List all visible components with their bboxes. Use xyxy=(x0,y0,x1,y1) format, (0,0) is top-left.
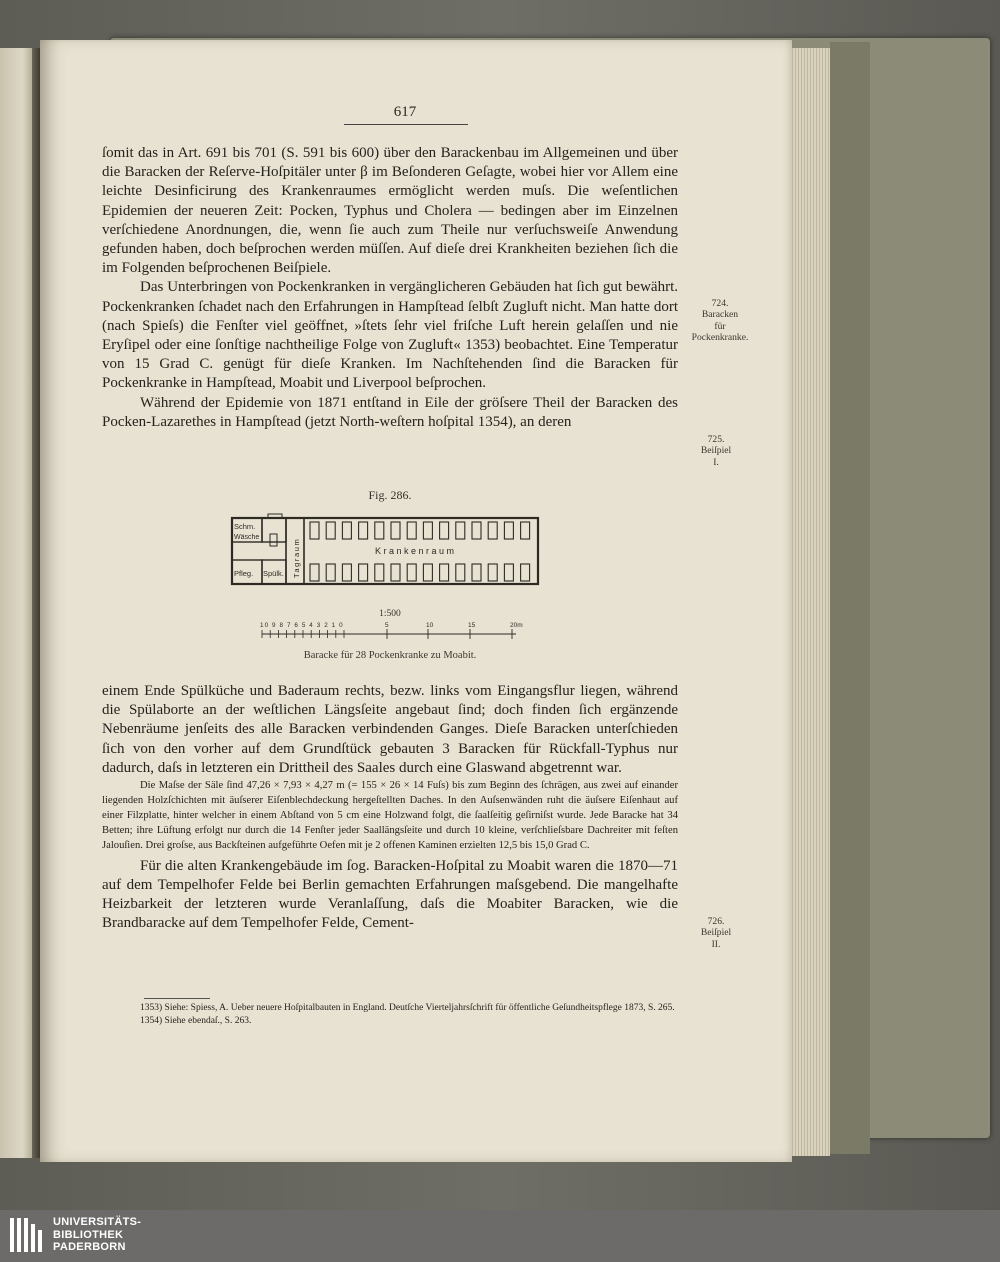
library-name-line: PADERBORN xyxy=(53,1241,126,1253)
room-label-spuelk: Spülk. xyxy=(263,569,284,578)
margin-note-number: 726. xyxy=(707,916,725,927)
scale-tick-20: 20m xyxy=(510,622,523,629)
header-rule xyxy=(344,124,468,125)
beds-top-row xyxy=(310,522,530,539)
bed xyxy=(342,522,351,539)
paragraph-4: einem Ende Spülküche und Baderaum rechts, bezw. links vom Eingangsflur liegen, während die Spülaborte an der weſtlichen Längsſeite angebaut ſind; doch finden ſich ergänzende Nebenräume jenſeits des alle Baracken verbindenden Ganges. Dieſe Baracken unterſchieden ſich von den vorher auf dem Grundſtück gebauten 3 Baracken für Rückfall-Typhus nur dadurch, daſs in letzteren ein Drittheil des Saales durch eine Glaswand abgetrennt war. xyxy=(102,683,678,776)
margin-note-line: für xyxy=(714,320,726,332)
margin-note-725 xyxy=(686,434,746,468)
margin-note-line: I. xyxy=(713,456,719,468)
bed xyxy=(326,564,335,581)
footnote-1354: 1354) Siehe ebendaſ., S. 263. xyxy=(140,1016,252,1026)
library-name-line: BIBLIOTHEK xyxy=(53,1228,124,1241)
scale-bar xyxy=(260,620,540,644)
barrack-floor-plan xyxy=(230,512,550,592)
library-logo-icon xyxy=(10,1218,46,1252)
bed xyxy=(375,564,384,581)
footnote-1353: 1353) Siehe: Spiess, A. Ueber neuere Hoſpitalbauten in England. Deutſche Vierteljahrsſchrift für öffentliche Geſundheitspflege 1873, S. 265. xyxy=(140,1003,675,1013)
bed xyxy=(391,522,400,539)
margin-note-line: Baracken xyxy=(701,309,739,321)
scale-ratio: 1:500 xyxy=(379,609,401,619)
bed xyxy=(521,564,530,581)
scale-tick-10: 10 xyxy=(426,622,434,629)
margin-note-number: 725. xyxy=(707,434,725,445)
bed xyxy=(504,522,513,539)
paragraph-2: Das Unterbringen von Pockenkranken in vergänglicheren Gebäuden hat ſich gut bewährt. Pockenkranken ſchadet nach den Erfahrungen in Hampſtead ſelbſt Zugluft nicht. Man hatte dort (nach Spieſs) die Fenſter viel geöffnet, »ſtets ſehr viel friſche Luft herein gelaſſen und nie Eryſipel oder eine ſonſtige nachtheilige Folge von Zugluft« 1353) beobachtet. Eine Temperatur von 15 Grad C. genügt für dieſe Kranken. Im Nachſtehenden ſind die Baracken für Pockenkranke in Hampſtead, Moabit und Liverpool beſprochen. xyxy=(102,279,678,392)
bed xyxy=(472,564,481,581)
bed xyxy=(407,522,416,539)
bed xyxy=(423,522,432,539)
room-label-schm: Schm. xyxy=(234,522,256,531)
bed xyxy=(488,522,497,539)
left-page-edge xyxy=(0,48,32,1158)
room-label-tagraum: Tagraum xyxy=(292,537,301,578)
library-name xyxy=(53,1216,141,1254)
margin-note-line: II. xyxy=(711,938,721,950)
paragraph-1: ſomit das in Art. 691 bis 701 (S. 591 bis 600) über den Barackenbau im Allgemeinen und über die Baracken der Reſerve-Hoſpitäler unter β im Beſonderen Geſagte, wobei hier vor Allem eine leichte Desinficirung des Krankenraumes ermöglicht werden muſs. Die weſentlichen Epidemien der neueren Zeit: Pocken, Typhus und Cholera — bedingen aber im Einzelnen verſchiedene Anordnungen, die, wenn ſie auch zum Theile nur verſuchsweiſe Anwendung gefunden haben, doch beſprochen werden müſſen. Auf dieſe drei Krankheiten beziehen ſich die im Folgenden beſprochenen Beiſpiele. xyxy=(102,145,678,277)
page-edges xyxy=(790,48,830,1156)
room-label-pfleg: Pfleg. xyxy=(234,569,254,578)
bed xyxy=(521,522,530,539)
margin-note-number: 724. xyxy=(711,298,729,309)
margin-note-line: Pockenkranke. xyxy=(691,332,749,344)
margin-note-724 xyxy=(680,298,760,344)
bed xyxy=(359,522,368,539)
bed xyxy=(504,564,513,581)
bed xyxy=(407,564,416,581)
footnotes xyxy=(102,1002,678,1028)
paragraph-small-print: Die Maſse der Säle ſind 47,26 × 7,93 × 4,27 m (= 155 × 26 × 14 Fuſs) bis zum Beginn des ſchrägen, aus zwei auf einander liegenden Holzſchichten mit äuſserer Eiſenblechdeckung hergeſtellten Daches. In den Auſsenwänden ruht die äuſsere Eiſenhaut auf einer Filzplatte, hinter welcher in einem Abſtand von 5 cm eine Holzwand folgt, die ſaalſeitig geſirniſst wurde. Jede Baracke hat 34 Betten; ihre Lüftung erfolgt nur durch die 14 Fenſter jeder Saallängsſeite und durch 10 kleine, verſchlieſsbare Dachreiter mit feſten Jalouſien. Drei groſse, aus Backſteinen aufgeführte Oefen mit je 2 offenen Kaminen erzielten 12,5 bis 15,0 Grad C. xyxy=(102,780,678,851)
bed xyxy=(472,522,481,539)
bed xyxy=(310,522,319,539)
bed xyxy=(359,564,368,581)
margin-note-line: Beiſpiel xyxy=(700,927,732,939)
bed xyxy=(391,564,400,581)
bed xyxy=(326,522,335,539)
figure-label: Fig. 286. xyxy=(368,488,412,502)
bed xyxy=(342,564,351,581)
bed xyxy=(423,564,432,581)
library-footer xyxy=(0,1210,1000,1262)
body-text-top xyxy=(102,144,678,432)
bed xyxy=(310,564,319,581)
bed xyxy=(440,564,449,581)
bed xyxy=(440,522,449,539)
paragraph-5: Für die alten Krankengebäude im ſog. Baracken-Hoſpital zu Moabit waren die 1870—71 auf dem Tempelhofer Felde bei Berlin gemachten Erfahrungen maſsgebend. Die mangelhafte Heizbarkeit der letzteren wurde Veranlaſſung, daſs die Moabiter Baracken, wie die Brandbaracke auf dem Tempelhofer Felde, Cement- xyxy=(102,857,678,932)
figure-caption: Baracke für 28 Pockenkranke zu Moabit. xyxy=(303,650,477,661)
bed xyxy=(488,564,497,581)
room-label-waesche: Wäsche xyxy=(234,534,260,541)
room-label-krankenraum: K r a n k e n r a u m xyxy=(375,546,455,556)
beds-bottom-row xyxy=(310,564,530,581)
scale-small-ticks: 10 9 8 7 6 5 4 3 2 1 0 xyxy=(260,622,344,629)
scale-tick-5: 5 xyxy=(385,622,389,629)
library-name-line: UNIVERSITÄTS- xyxy=(53,1216,142,1228)
book-page xyxy=(40,40,792,1162)
bed xyxy=(375,522,384,539)
footnote-rule xyxy=(144,998,210,999)
back-cover-board xyxy=(830,42,870,1154)
margin-note-726 xyxy=(686,916,746,950)
margin-note-line: Beiſpiel xyxy=(700,445,732,457)
scale-tick-15: 15 xyxy=(468,622,476,629)
bed xyxy=(456,522,465,539)
book-gutter xyxy=(32,48,40,1158)
paragraph-3: Während der Epidemie von 1871 entſtand in Eile der gröſsere Theil der Baracken des Pocken-Lazarethes in Hampſtead (jetzt North-weſtern hoſpital 1354), an deren xyxy=(102,394,678,430)
body-text-bottom xyxy=(102,682,678,933)
page-number: 617 xyxy=(393,104,417,120)
bed xyxy=(456,564,465,581)
